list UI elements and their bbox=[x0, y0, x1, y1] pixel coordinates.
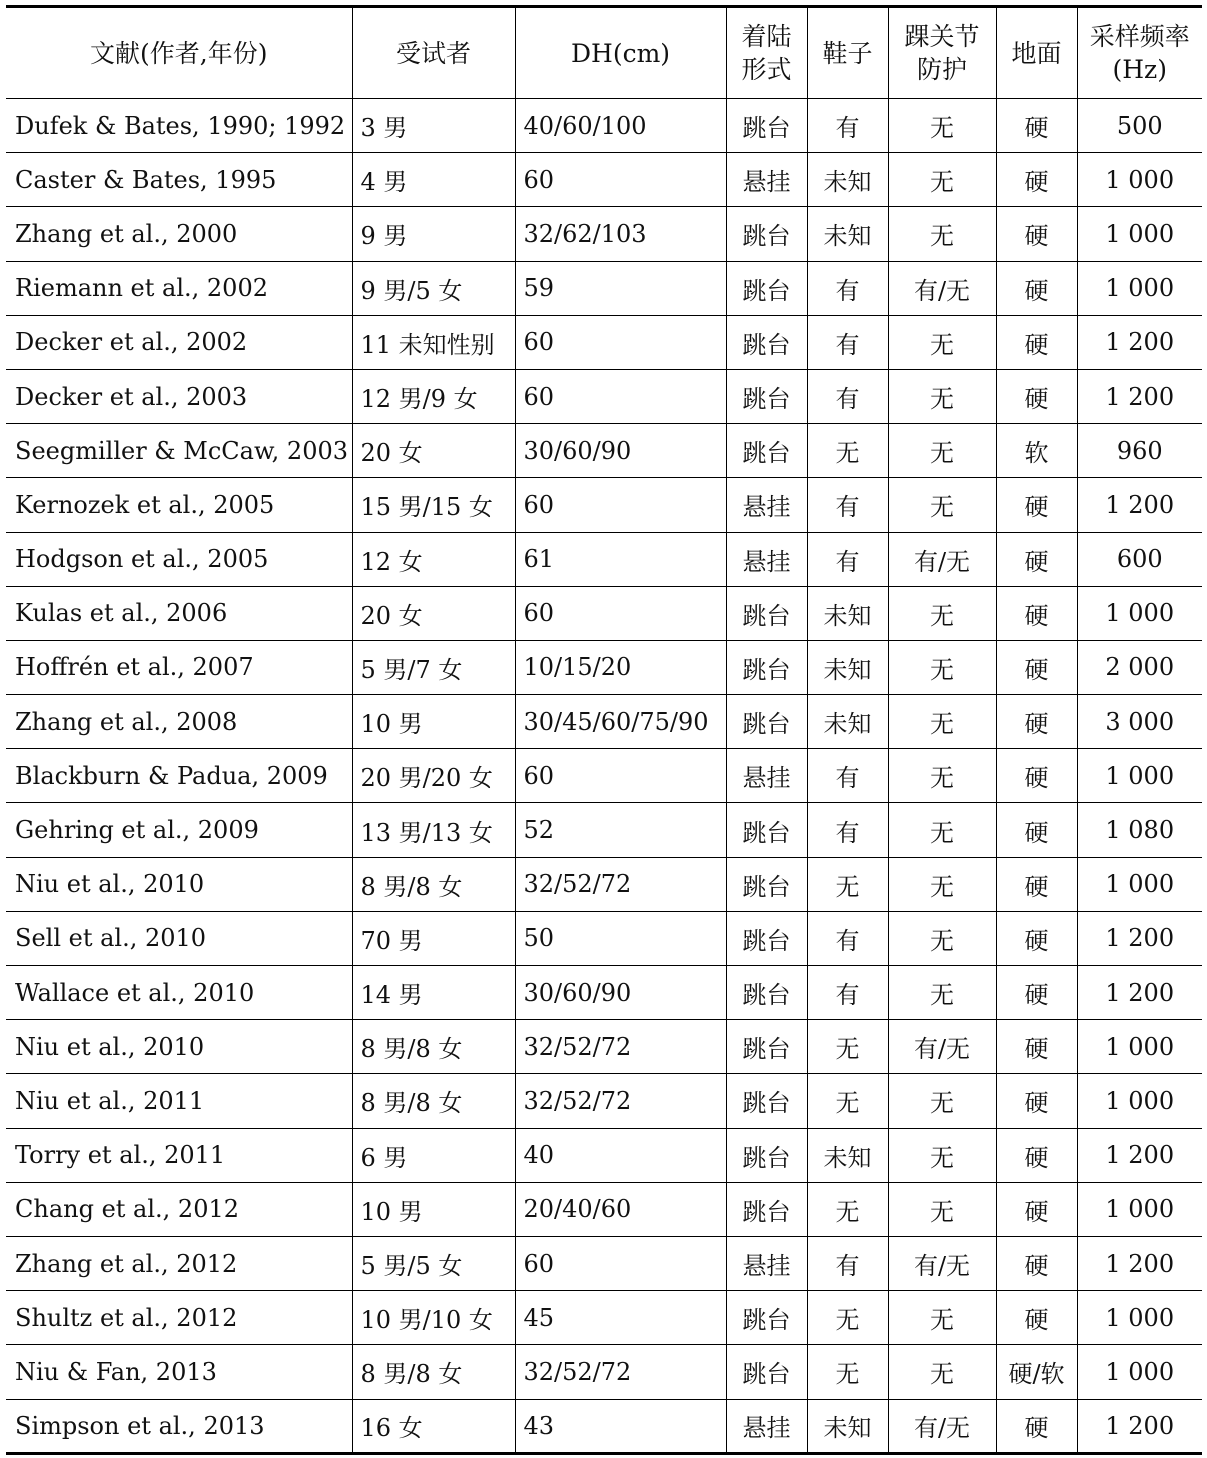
cell-shoes: 有 bbox=[807, 478, 888, 532]
cell-subjects: 14 男 bbox=[352, 966, 515, 1020]
cell-surface: 硬 bbox=[996, 1020, 1077, 1074]
cell-sampling-frequency: 2 000 bbox=[1077, 640, 1202, 694]
cell-surface: 硬 bbox=[996, 153, 1077, 207]
table-row bbox=[6, 911, 1202, 965]
table-row bbox=[6, 478, 1202, 532]
cell-drop-height: 30/60/90 bbox=[515, 424, 726, 478]
cell-subjects: 9 男 bbox=[352, 207, 515, 261]
cell-landing-type: 跳台 bbox=[726, 1128, 807, 1182]
table-row bbox=[6, 1182, 1202, 1236]
cell-sampling-frequency: 1 000 bbox=[1077, 586, 1202, 640]
cell-landing-type: 跳台 bbox=[726, 586, 807, 640]
table-row bbox=[6, 1291, 1202, 1345]
cell-surface: 硬 bbox=[996, 369, 1077, 423]
cell-landing-type: 跳台 bbox=[726, 1291, 807, 1345]
cell-landing-type: 跳台 bbox=[726, 1020, 807, 1074]
cell-drop-height: 32/52/72 bbox=[515, 857, 726, 911]
cell-ankle-protection: 无 bbox=[888, 478, 996, 532]
cell-reference: Sell et al., 2010 bbox=[6, 911, 352, 965]
cell-drop-height: 30/60/90 bbox=[515, 966, 726, 1020]
cell-shoes: 未知 bbox=[807, 153, 888, 207]
cell-reference: Decker et al., 2003 bbox=[6, 369, 352, 423]
cell-sampling-frequency: 1 000 bbox=[1077, 1020, 1202, 1074]
cell-sampling-frequency: 3 000 bbox=[1077, 695, 1202, 749]
cell-sampling-frequency: 500 bbox=[1077, 99, 1202, 153]
cell-subjects: 20 男/20 女 bbox=[352, 749, 515, 803]
header-drop-height: DH(cm) bbox=[515, 7, 726, 99]
cell-subjects: 10 男/10 女 bbox=[352, 1291, 515, 1345]
cell-reference: Wallace et al., 2010 bbox=[6, 966, 352, 1020]
cell-subjects: 16 女 bbox=[352, 1399, 515, 1453]
cell-landing-type: 跳台 bbox=[726, 1182, 807, 1236]
cell-ankle-protection: 无 bbox=[888, 966, 996, 1020]
cell-ankle-protection: 无 bbox=[888, 99, 996, 153]
cell-sampling-frequency: 1 000 bbox=[1077, 749, 1202, 803]
table-row bbox=[6, 1345, 1202, 1399]
table-row bbox=[6, 315, 1202, 369]
cell-shoes: 有 bbox=[807, 803, 888, 857]
cell-shoes: 未知 bbox=[807, 1128, 888, 1182]
cell-ankle-protection: 无 bbox=[888, 640, 996, 694]
cell-subjects: 5 男/7 女 bbox=[352, 640, 515, 694]
cell-subjects: 8 男/8 女 bbox=[352, 857, 515, 911]
cell-surface: 硬 bbox=[996, 261, 1077, 315]
cell-subjects: 8 男/8 女 bbox=[352, 1074, 515, 1128]
cell-drop-height: 10/15/20 bbox=[515, 640, 726, 694]
table-row bbox=[6, 369, 1202, 423]
cell-ankle-protection: 有/无 bbox=[888, 532, 996, 586]
cell-ankle-protection: 无 bbox=[888, 207, 996, 261]
cell-shoes: 有 bbox=[807, 261, 888, 315]
table-row bbox=[6, 1020, 1202, 1074]
cell-subjects: 8 男/8 女 bbox=[352, 1345, 515, 1399]
cell-surface: 硬 bbox=[996, 966, 1077, 1020]
cell-shoes: 有 bbox=[807, 315, 888, 369]
cell-drop-height: 45 bbox=[515, 1291, 726, 1345]
cell-shoes: 无 bbox=[807, 1345, 888, 1399]
cell-shoes: 未知 bbox=[807, 586, 888, 640]
cell-subjects: 20 女 bbox=[352, 586, 515, 640]
cell-ankle-protection: 无 bbox=[888, 1074, 996, 1128]
cell-subjects: 70 男 bbox=[352, 911, 515, 965]
cell-ankle-protection: 无 bbox=[888, 1128, 996, 1182]
cell-drop-height: 30/45/60/75/90 bbox=[515, 695, 726, 749]
cell-sampling-frequency: 1 200 bbox=[1077, 966, 1202, 1020]
cell-ankle-protection: 无 bbox=[888, 1182, 996, 1236]
cell-shoes: 无 bbox=[807, 857, 888, 911]
table-body bbox=[6, 99, 1202, 1454]
cell-subjects: 12 男/9 女 bbox=[352, 369, 515, 423]
table-row bbox=[6, 99, 1202, 153]
cell-landing-type: 悬挂 bbox=[726, 749, 807, 803]
cell-drop-height: 60 bbox=[515, 153, 726, 207]
cell-surface: 硬 bbox=[996, 803, 1077, 857]
cell-drop-height: 32/52/72 bbox=[515, 1020, 726, 1074]
cell-surface: 硬 bbox=[996, 1074, 1077, 1128]
cell-subjects: 15 男/15 女 bbox=[352, 478, 515, 532]
cell-shoes: 有 bbox=[807, 911, 888, 965]
cell-reference: Niu et al., 2011 bbox=[6, 1074, 352, 1128]
cell-surface: 硬 bbox=[996, 99, 1077, 153]
cell-drop-height: 43 bbox=[515, 1399, 726, 1453]
cell-reference: Blackburn & Padua, 2009 bbox=[6, 749, 352, 803]
cell-reference: Zhang et al., 2012 bbox=[6, 1236, 352, 1290]
cell-subjects: 20 女 bbox=[352, 424, 515, 478]
table-row bbox=[6, 424, 1202, 478]
cell-surface: 软 bbox=[996, 424, 1077, 478]
cell-shoes: 无 bbox=[807, 1020, 888, 1074]
cell-sampling-frequency: 1 200 bbox=[1077, 911, 1202, 965]
cell-landing-type: 跳台 bbox=[726, 261, 807, 315]
table-row bbox=[6, 532, 1202, 586]
cell-surface: 硬 bbox=[996, 640, 1077, 694]
cell-surface: 硬 bbox=[996, 857, 1077, 911]
cell-landing-type: 跳台 bbox=[726, 857, 807, 911]
cell-reference: Decker et al., 2002 bbox=[6, 315, 352, 369]
cell-sampling-frequency: 1 000 bbox=[1077, 1345, 1202, 1399]
table-row bbox=[6, 966, 1202, 1020]
table-row bbox=[6, 1128, 1202, 1182]
cell-sampling-frequency: 1 080 bbox=[1077, 803, 1202, 857]
header-landing-type: 着陆 形式 bbox=[726, 7, 807, 99]
cell-shoes: 有 bbox=[807, 532, 888, 586]
cell-shoes: 未知 bbox=[807, 695, 888, 749]
cell-sampling-frequency: 1 200 bbox=[1077, 1128, 1202, 1182]
cell-reference: Chang et al., 2012 bbox=[6, 1182, 352, 1236]
table-row bbox=[6, 207, 1202, 261]
header-ankle-protection: 踝关节 防护 bbox=[888, 7, 996, 99]
cell-sampling-frequency: 1 000 bbox=[1077, 1291, 1202, 1345]
cell-reference: Niu & Fan, 2013 bbox=[6, 1345, 352, 1399]
cell-subjects: 13 男/13 女 bbox=[352, 803, 515, 857]
cell-reference: Riemann et al., 2002 bbox=[6, 261, 352, 315]
cell-landing-type: 跳台 bbox=[726, 803, 807, 857]
cell-shoes: 有 bbox=[807, 749, 888, 803]
cell-ankle-protection: 无 bbox=[888, 695, 996, 749]
cell-sampling-frequency: 960 bbox=[1077, 424, 1202, 478]
cell-reference: Kulas et al., 2006 bbox=[6, 586, 352, 640]
table-row bbox=[6, 1074, 1202, 1128]
cell-drop-height: 50 bbox=[515, 911, 726, 965]
cell-ankle-protection: 无 bbox=[888, 803, 996, 857]
cell-shoes: 有 bbox=[807, 99, 888, 153]
studies-table-container bbox=[6, 5, 1202, 1455]
cell-landing-type: 跳台 bbox=[726, 207, 807, 261]
cell-reference: Torry et al., 2011 bbox=[6, 1128, 352, 1182]
cell-sampling-frequency: 1 000 bbox=[1077, 153, 1202, 207]
cell-drop-height: 60 bbox=[515, 315, 726, 369]
table-row bbox=[6, 695, 1202, 749]
cell-surface: 硬 bbox=[996, 315, 1077, 369]
cell-subjects: 12 女 bbox=[352, 532, 515, 586]
cell-ankle-protection: 无 bbox=[888, 1291, 996, 1345]
cell-drop-height: 52 bbox=[515, 803, 726, 857]
cell-surface: 硬 bbox=[996, 695, 1077, 749]
cell-reference: Seegmiller & McCaw, 2003 bbox=[6, 424, 352, 478]
cell-shoes: 未知 bbox=[807, 640, 888, 694]
cell-subjects: 10 男 bbox=[352, 1182, 515, 1236]
cell-drop-height: 20/40/60 bbox=[515, 1182, 726, 1236]
header-shoes: 鞋子 bbox=[807, 7, 888, 99]
table-row bbox=[6, 640, 1202, 694]
cell-landing-type: 跳台 bbox=[726, 1345, 807, 1399]
cell-shoes: 有 bbox=[807, 369, 888, 423]
cell-sampling-frequency: 1 000 bbox=[1077, 261, 1202, 315]
cell-subjects: 10 男 bbox=[352, 695, 515, 749]
cell-reference: Kernozek et al., 2005 bbox=[6, 478, 352, 532]
cell-drop-height: 32/62/103 bbox=[515, 207, 726, 261]
table-row bbox=[6, 1399, 1202, 1453]
cell-ankle-protection: 无 bbox=[888, 911, 996, 965]
cell-surface: 硬 bbox=[996, 1128, 1077, 1182]
cell-landing-type: 跳台 bbox=[726, 911, 807, 965]
cell-drop-height: 59 bbox=[515, 261, 726, 315]
cell-surface: 硬 bbox=[996, 1182, 1077, 1236]
cell-landing-type: 跳台 bbox=[726, 99, 807, 153]
cell-sampling-frequency: 1 200 bbox=[1077, 1399, 1202, 1453]
table-row bbox=[6, 803, 1202, 857]
cell-shoes: 未知 bbox=[807, 207, 888, 261]
cell-ankle-protection: 无 bbox=[888, 424, 996, 478]
cell-drop-height: 61 bbox=[515, 532, 726, 586]
cell-subjects: 5 男/5 女 bbox=[352, 1236, 515, 1290]
header-sampling-frequency: 采样频率 (Hz) bbox=[1077, 7, 1202, 99]
cell-landing-type: 悬挂 bbox=[726, 153, 807, 207]
cell-sampling-frequency: 1 000 bbox=[1077, 857, 1202, 911]
cell-surface: 硬 bbox=[996, 207, 1077, 261]
cell-landing-type: 跳台 bbox=[726, 695, 807, 749]
cell-landing-type: 跳台 bbox=[726, 1074, 807, 1128]
header-subjects: 受试者 bbox=[352, 7, 515, 99]
cell-reference: Shultz et al., 2012 bbox=[6, 1291, 352, 1345]
cell-reference: Dufek & Bates, 1990; 1992 bbox=[6, 99, 352, 153]
cell-shoes: 无 bbox=[807, 424, 888, 478]
cell-reference: Niu et al., 2010 bbox=[6, 857, 352, 911]
cell-surface: 硬 bbox=[996, 478, 1077, 532]
cell-landing-type: 悬挂 bbox=[726, 1399, 807, 1453]
cell-reference: Hoffrén et al., 2007 bbox=[6, 640, 352, 694]
cell-reference: Simpson et al., 2013 bbox=[6, 1399, 352, 1453]
cell-shoes: 有 bbox=[807, 1236, 888, 1290]
cell-ankle-protection: 有/无 bbox=[888, 1020, 996, 1074]
cell-surface: 硬 bbox=[996, 1291, 1077, 1345]
cell-shoes: 有 bbox=[807, 966, 888, 1020]
cell-sampling-frequency: 1 000 bbox=[1077, 207, 1202, 261]
studies-table bbox=[6, 5, 1202, 1455]
cell-shoes: 无 bbox=[807, 1182, 888, 1236]
cell-drop-height: 60 bbox=[515, 478, 726, 532]
cell-landing-type: 跳台 bbox=[726, 640, 807, 694]
cell-landing-type: 悬挂 bbox=[726, 532, 807, 586]
table-row bbox=[6, 1236, 1202, 1290]
cell-surface: 硬 bbox=[996, 586, 1077, 640]
cell-landing-type: 悬挂 bbox=[726, 1236, 807, 1290]
cell-surface: 硬 bbox=[996, 1236, 1077, 1290]
cell-ankle-protection: 无 bbox=[888, 749, 996, 803]
cell-sampling-frequency: 1 000 bbox=[1077, 1182, 1202, 1236]
cell-shoes: 无 bbox=[807, 1291, 888, 1345]
cell-subjects: 6 男 bbox=[352, 1128, 515, 1182]
cell-drop-height: 60 bbox=[515, 369, 726, 423]
cell-ankle-protection: 无 bbox=[888, 586, 996, 640]
cell-reference: Zhang et al., 2000 bbox=[6, 207, 352, 261]
cell-drop-height: 60 bbox=[515, 1236, 726, 1290]
cell-drop-height: 60 bbox=[515, 749, 726, 803]
cell-surface: 硬 bbox=[996, 532, 1077, 586]
cell-landing-type: 跳台 bbox=[726, 369, 807, 423]
cell-sampling-frequency: 1 200 bbox=[1077, 315, 1202, 369]
header-surface: 地面 bbox=[996, 7, 1077, 99]
cell-surface: 硬 bbox=[996, 749, 1077, 803]
cell-drop-height: 40 bbox=[515, 1128, 726, 1182]
cell-ankle-protection: 无 bbox=[888, 153, 996, 207]
cell-shoes: 未知 bbox=[807, 1399, 888, 1453]
cell-subjects: 9 男/5 女 bbox=[352, 261, 515, 315]
cell-subjects: 3 男 bbox=[352, 99, 515, 153]
cell-reference: Zhang et al., 2008 bbox=[6, 695, 352, 749]
cell-surface: 硬 bbox=[996, 1399, 1077, 1453]
cell-landing-type: 跳台 bbox=[726, 966, 807, 1020]
header-reference: 文献(作者,年份) bbox=[6, 7, 352, 99]
cell-ankle-protection: 有/无 bbox=[888, 261, 996, 315]
cell-ankle-protection: 有/无 bbox=[888, 1399, 996, 1453]
cell-landing-type: 悬挂 bbox=[726, 478, 807, 532]
cell-reference: Caster & Bates, 1995 bbox=[6, 153, 352, 207]
table-row bbox=[6, 586, 1202, 640]
cell-drop-height: 32/52/72 bbox=[515, 1074, 726, 1128]
cell-landing-type: 跳台 bbox=[726, 315, 807, 369]
cell-sampling-frequency: 1 200 bbox=[1077, 1236, 1202, 1290]
header-row bbox=[6, 7, 1202, 99]
cell-ankle-protection: 无 bbox=[888, 369, 996, 423]
cell-subjects: 4 男 bbox=[352, 153, 515, 207]
cell-drop-height: 40/60/100 bbox=[515, 99, 726, 153]
cell-subjects: 11 未知性别 bbox=[352, 315, 515, 369]
cell-ankle-protection: 有/无 bbox=[888, 1236, 996, 1290]
table-row bbox=[6, 261, 1202, 315]
cell-sampling-frequency: 1 200 bbox=[1077, 478, 1202, 532]
cell-drop-height: 32/52/72 bbox=[515, 1345, 726, 1399]
cell-surface: 硬/软 bbox=[996, 1345, 1077, 1399]
cell-shoes: 无 bbox=[807, 1074, 888, 1128]
cell-ankle-protection: 无 bbox=[888, 857, 996, 911]
cell-drop-height: 60 bbox=[515, 586, 726, 640]
cell-sampling-frequency: 1 000 bbox=[1077, 1074, 1202, 1128]
cell-surface: 硬 bbox=[996, 911, 1077, 965]
cell-ankle-protection: 无 bbox=[888, 1345, 996, 1399]
cell-reference: Niu et al., 2010 bbox=[6, 1020, 352, 1074]
cell-sampling-frequency: 1 200 bbox=[1077, 369, 1202, 423]
cell-landing-type: 跳台 bbox=[726, 424, 807, 478]
table-row bbox=[6, 153, 1202, 207]
cell-reference: Hodgson et al., 2005 bbox=[6, 532, 352, 586]
table-row bbox=[6, 749, 1202, 803]
cell-ankle-protection: 无 bbox=[888, 315, 996, 369]
table-row bbox=[6, 857, 1202, 911]
cell-reference: Gehring et al., 2009 bbox=[6, 803, 352, 857]
cell-subjects: 8 男/8 女 bbox=[352, 1020, 515, 1074]
cell-sampling-frequency: 600 bbox=[1077, 532, 1202, 586]
